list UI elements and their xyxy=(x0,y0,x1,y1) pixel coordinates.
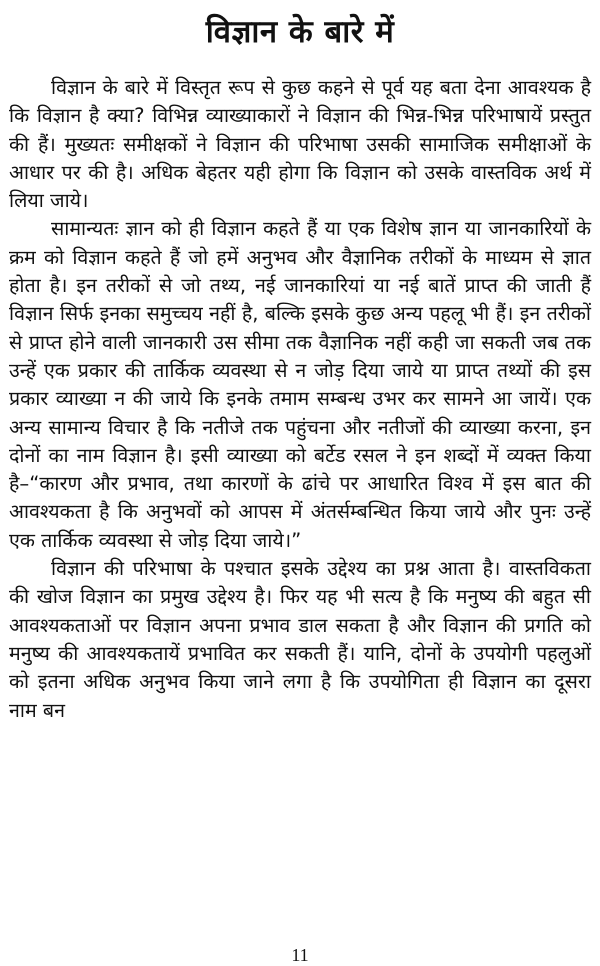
chapter-title: विज्ञान के बारे में xyxy=(205,14,395,50)
paragraph-3: विज्ञान की परिभाषा के पश्चात इसके उद्देश्य का प्रश्न आता है। वास्तविकता की खोज विज्ञान का प्रमुख उद्देश्य है। फिर यह भी सत्य है कि मनुष्य की बहुत सी आवश्यकताओं पर विज्ञान अपना प्रभाव डाल सकता है और विज्ञान की प्रगति को मनुष्य की आवश्यकतायें प्रभावित कर सकती हैं। यानि, दोनों के उपयोगी पहलुओं को इतना अधिक अनुभव किया जाने लगा है कि उपयोगिता ही विज्ञान का दूसरा नाम बन xyxy=(9,557,591,722)
paragraph-1: विज्ञान के बारे में विस्तृत रूप से कुछ कहने से पूर्व यह बता देना आवश्यक है कि विज्ञान है क्या? विभिन्न व्याख्याकारों ने विज्ञान की भिन्न-भिन्न परिभाषायें प्रस्तुत की हैं। मुख्यतः समीक्षकों ने विज्ञान की परिभाषा उसकी सामाजिक समीक्षाओं के आधार पर की है। अधिक बेहतर यही होगा कि विज्ञान को उसके वास्तविक अर्थ में लिया जाये। xyxy=(9,76,591,213)
page-number: 11 xyxy=(291,945,309,965)
paragraph-2: सामान्यतः ज्ञान को ही विज्ञान कहते हैं या एक विशेष ज्ञान या जानकारियों के क्रम को विज्ञान कहते हैं जो हमें अनुभव और वैज्ञानिक तरीकों के माध्यम से ज्ञात होता है। इन तरीकों से जो तथ्य, नई जानकारियां या नई बातें प्राप्त की जाती हैं विज्ञान सिर्फ इनका समुच्चय नहीं है, बल्कि इसके कुछ अन्य पहलू भी हैं। इन तरीकों से प्राप्त होने वाली जानकारी उस सीमा तक वैज्ञानिक नहीं कही जा सकती जब तक उन्हें एक प्रकार की तार्किक व्यवस्था से न जोड़ दिया जाये या प्राप्त तथ्यों की इस प्रकार व्याख्या न की जाये कि इनके तमाम सम्बन्ध उभर कर सामने आ जायें। एक अन्य सामान्य विचार है कि नतीजे तक पहुंचना और नतीजों की व्याख्या करना, इन दोनों का नाम विज्ञान है। इसी व्याख्या को बर्टेड रसल ने इन शब्दों में व्यक्त किया है–“कारण और प्रभाव, तथा कारणों के ढांचे पर आधारित विश्व में इस बात की आवश्यकता है कि अनुभवों को आपस में अंतर्सम्बन्धित किया जाये और पुनः उन्हें एक तार्किक व्यवस्था से जोड़ दिया जाये।” xyxy=(9,217,591,552)
